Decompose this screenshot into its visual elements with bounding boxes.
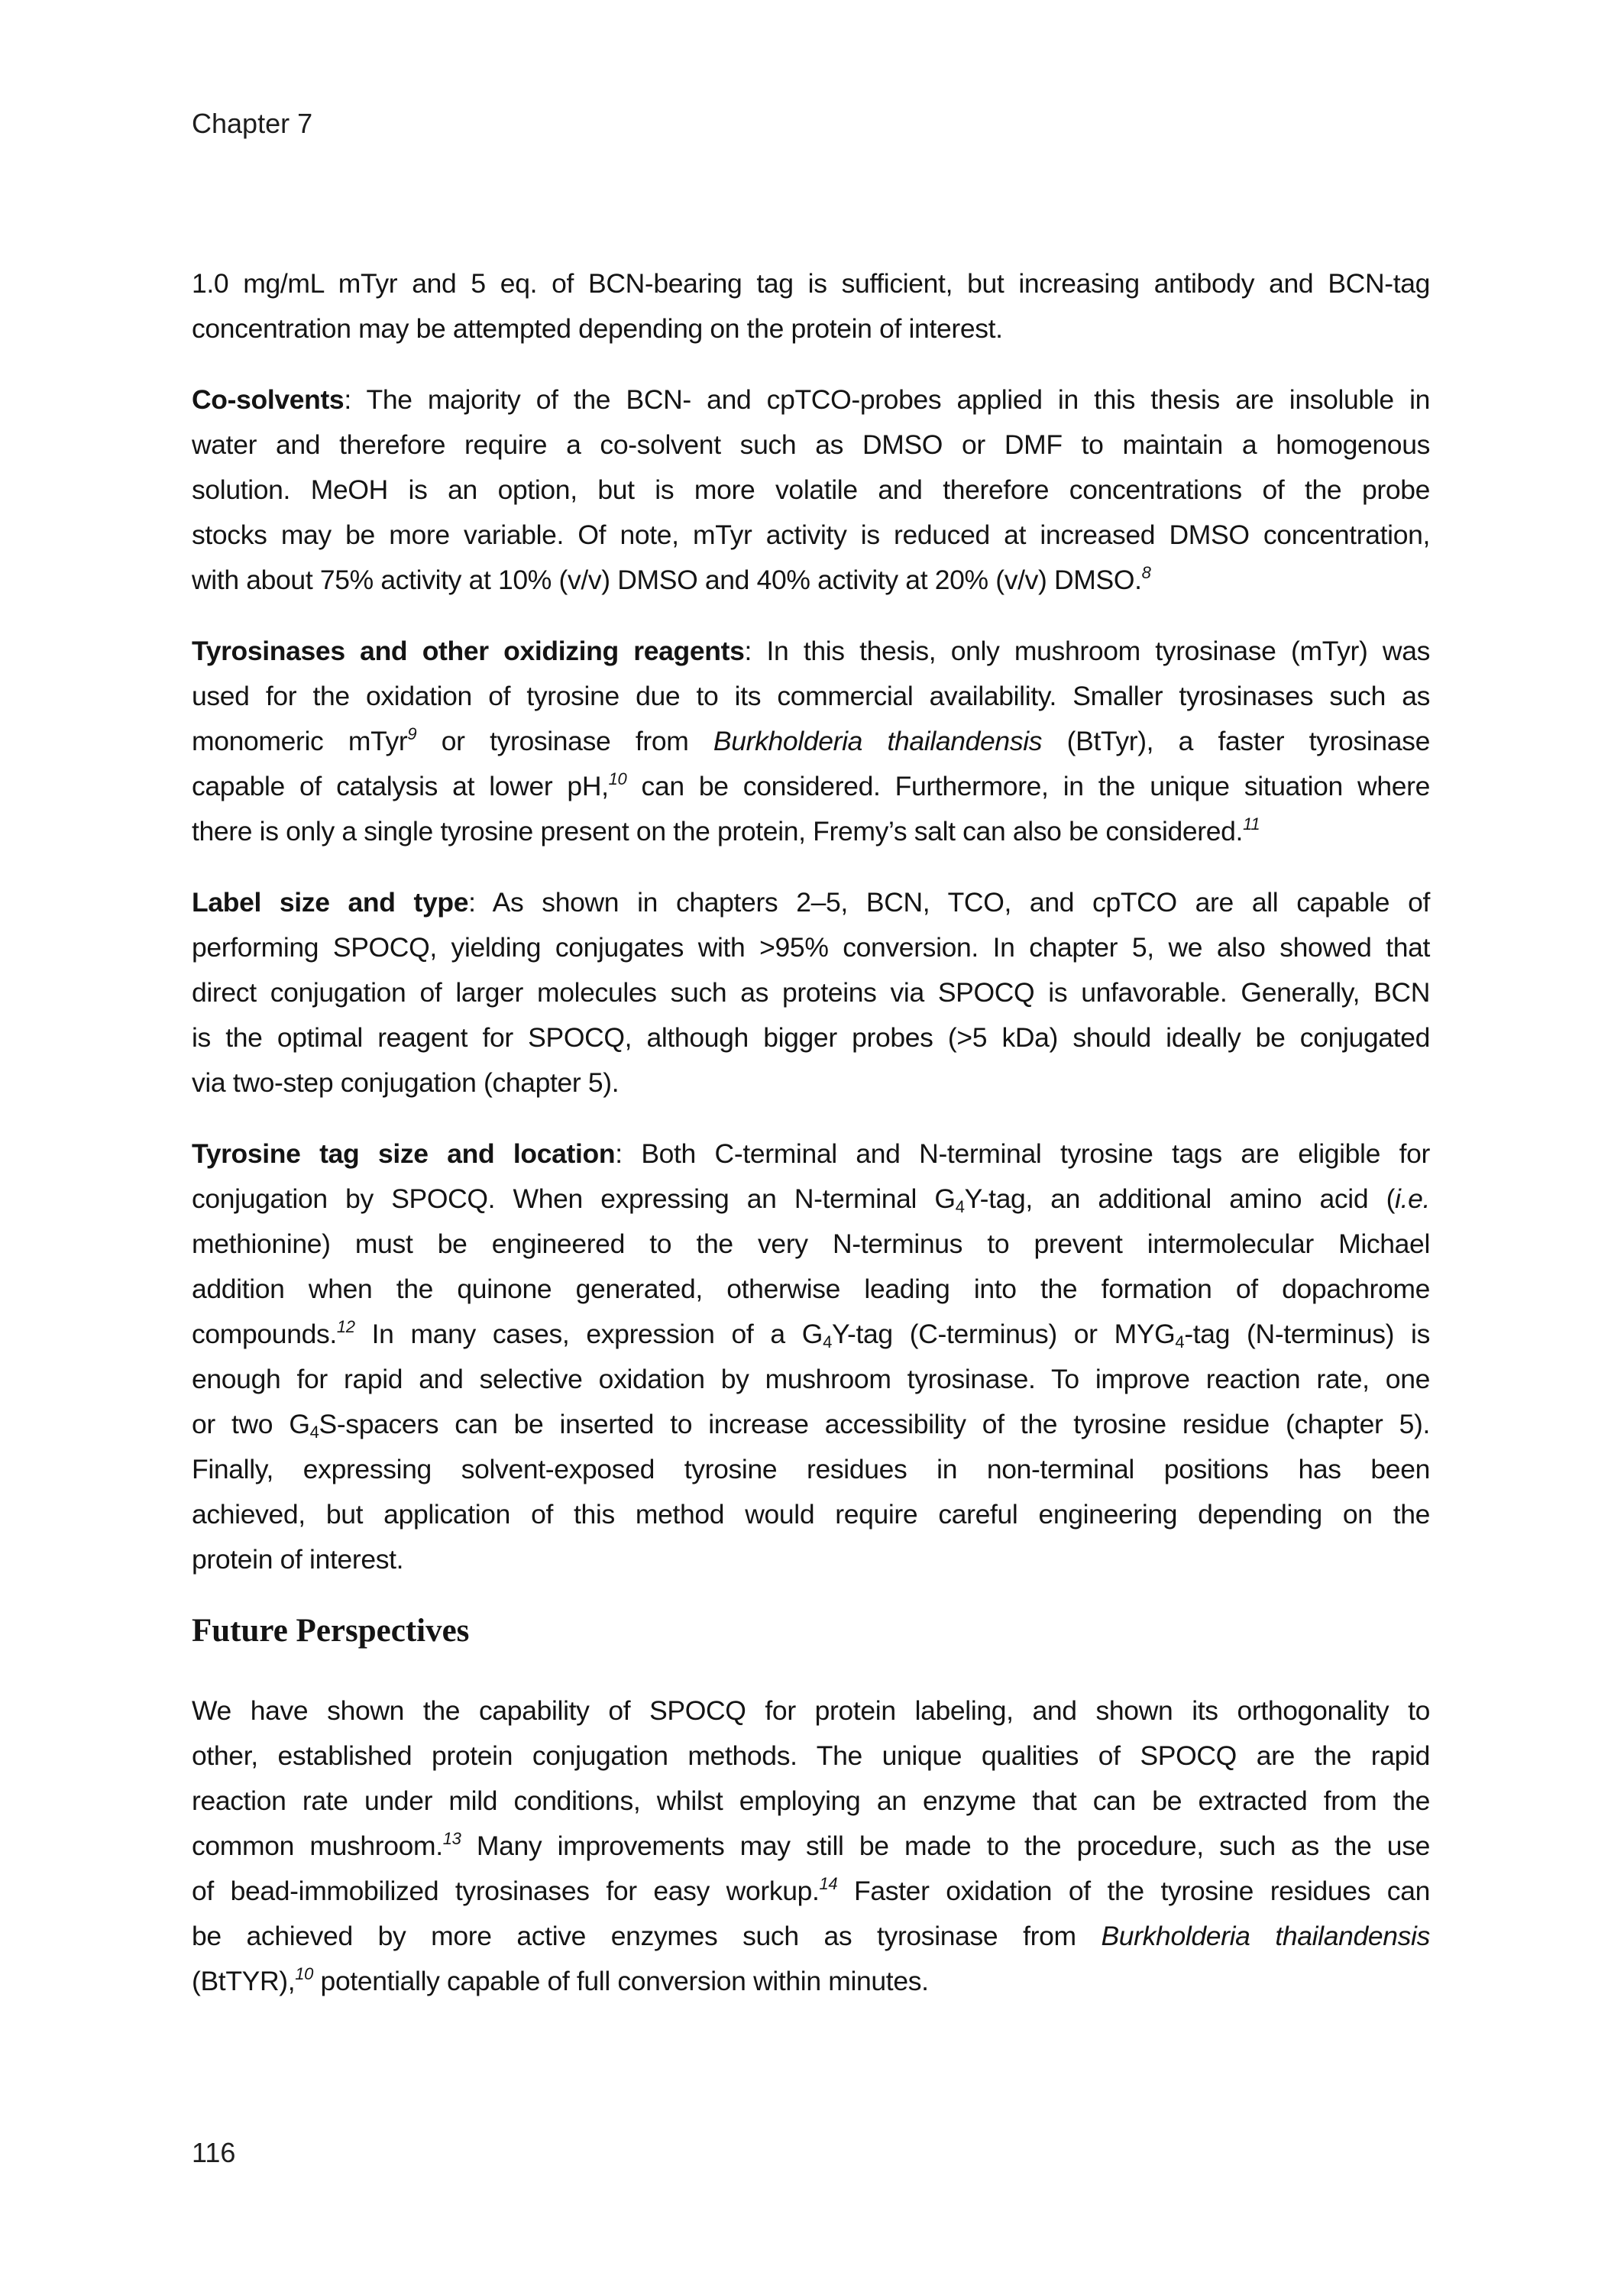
text-run: monomeric mTyr [192, 726, 408, 756]
text-line [192, 1060, 1430, 1106]
text-run: of bead-immobilized tyrosinases for easy workup. [192, 1876, 820, 1906]
text-line [192, 1357, 1430, 1402]
citation-superscript: 10 [295, 1964, 314, 1983]
text-run: Faster oxidation of the tyrosine residues can [837, 1876, 1430, 1906]
text-run: : Both C-terminal and N-terminal tyrosine tags are eligible for [615, 1138, 1430, 1169]
text-run: there is only a single tyrosine present on the protein, Fremy’s salt can also be considered. [192, 816, 1244, 847]
text-run: used for the oxidation of tyrosine due to its commercial availability. Smaller tyrosinases such as [192, 681, 1430, 711]
text-run: methionine) must be engineered to the very N-terminus to prevent intermolecular Michael [192, 1229, 1430, 1259]
paragraph-group-future [192, 1688, 1430, 2004]
text-line [192, 1914, 1430, 1959]
text-line [192, 1402, 1430, 1447]
text-line [192, 1267, 1430, 1312]
subscript: 4 [955, 1197, 965, 1216]
subscript: 4 [823, 1332, 832, 1352]
text-run: : As shown in chapters 2–5, BCN, TCO, and cpTCO are all capable of [468, 887, 1430, 918]
italic-text: Burkholderia thailandensis [713, 726, 1043, 756]
text-run: In many cases, expression of a G [354, 1319, 823, 1349]
text-line [192, 719, 1430, 764]
text-line [192, 1222, 1430, 1267]
text-run: be achieved by more active enzymes such as tyrosinase from [192, 1921, 1102, 1951]
body-column [192, 261, 1430, 2030]
paragraph-tyrosine-tag [192, 1131, 1430, 1582]
text-line [192, 1177, 1430, 1222]
text-run: solution. MeOH is an option, but is more volatile and therefore concentrations of the probe [192, 474, 1430, 505]
text-run: can be considered. Furthermore, in the unique situation where [626, 771, 1430, 801]
citation-superscript: 11 [1243, 814, 1260, 834]
paragraph-co-solvents [192, 377, 1430, 603]
text-run: capable of catalysis at lower pH, [192, 771, 609, 801]
text-run: potentially capable of full conversion within minutes. [313, 1966, 929, 1996]
text-line [192, 674, 1430, 719]
text-run: conjugation by SPOCQ. When expressing an N-terminal G [192, 1183, 956, 1214]
text-line [192, 422, 1430, 468]
text-run: : The majority of the BCN- and cpTCO-probes applied in this thesis are insoluble in [344, 384, 1430, 415]
text-run: water and therefore require a co-solvent such as DMSO or DMF to maintain a homogenous [192, 429, 1430, 460]
text-line [192, 880, 1430, 925]
citation-superscript: 9 [407, 724, 417, 743]
text-run: other, established protein conjugation methods. The unique qualities of SPOCQ are the rapid [192, 1740, 1430, 1771]
text-run: Y-tag, an additional amino acid ( [964, 1183, 1396, 1214]
text-line [192, 1959, 1430, 2004]
subscript: 4 [309, 1423, 319, 1442]
text-line [192, 513, 1430, 558]
text-run: Finally, expressing solvent-exposed tyrosine residues in non-terminal positions has been [192, 1454, 1430, 1484]
run-in-heading: Label size and type [192, 887, 469, 918]
text-run: 1.0 mg/mL mTyr and 5 eq. of BCN-bearing tag is sufficient, but increasing antibody and BCN-tag [192, 268, 1430, 299]
run-in-heading: Co-solvents [192, 384, 345, 415]
text-run: enough for rapid and selective oxidation by mushroom tyrosinase. To improve reaction rate, one [192, 1364, 1430, 1394]
citation-superscript: 12 [336, 1317, 355, 1336]
italic-text: Burkholderia thailandensis [1101, 1921, 1430, 1951]
text-line [192, 1779, 1430, 1824]
text-line [192, 1312, 1430, 1357]
run-in-heading: Tyrosine tag size and location [192, 1138, 616, 1169]
citation-superscript: 8 [1141, 563, 1151, 582]
citation-superscript: 14 [819, 1874, 838, 1893]
paragraph-future-perspectives-body [192, 1688, 1430, 2004]
text-line [192, 1447, 1430, 1492]
text-run: with about 75% activity at 10% (v/v) DMSO and 40% activity at 20% (v/v) DMSO. [192, 565, 1142, 595]
text-run: achieved, but application of this method would require careful engineering depending on the [192, 1499, 1430, 1530]
text-run: performing SPOCQ, yielding conjugates with >95% conversion. In chapter 5, we also showed that [192, 932, 1430, 963]
text-line [192, 1869, 1430, 1914]
text-line [192, 1131, 1430, 1177]
paragraph-group-main [192, 261, 1430, 1582]
text-line [192, 1824, 1430, 1869]
text-line [192, 377, 1430, 422]
text-line [192, 306, 1430, 351]
text-run: stocks may be more variable. Of note, mTyr activity is reduced at increased DMSO concentration, [192, 520, 1430, 550]
text-run: reaction rate under mild conditions, whilst employing an enzyme that can be extracted from the [192, 1785, 1430, 1816]
text-run: Y-tag (C-terminus) or MYG [831, 1319, 1176, 1349]
text-run: (BtTyr), a faster tyrosinase [1042, 726, 1430, 756]
text-line [192, 1015, 1430, 1060]
text-run: common mushroom. [192, 1831, 443, 1861]
text-run: Many improvements may still be made to the procedure, such as the use [461, 1831, 1430, 1861]
text-line [192, 1734, 1430, 1779]
text-run: compounds. [192, 1319, 337, 1349]
text-run: or two G [192, 1409, 310, 1439]
text-run: : In this thesis, only mushroom tyrosinase (mTyr) was [744, 636, 1430, 666]
citation-superscript: 10 [608, 769, 627, 788]
paragraph-tyrosinases [192, 629, 1430, 854]
paragraph-mtyr-concentration [192, 261, 1430, 351]
text-line [192, 764, 1430, 809]
text-line [192, 1537, 1430, 1582]
citation-superscript: 13 [442, 1829, 461, 1848]
run-in-heading: Tyrosinases and other oxidizing reagents [192, 636, 745, 666]
text-line [192, 261, 1430, 306]
text-run: We have shown the capability of SPOCQ for protein labeling, and shown its orthogonality to [192, 1695, 1430, 1726]
page-number: 116 [192, 2137, 236, 2168]
text-run: via two-step conjugation (chapter 5). [192, 1067, 620, 1098]
text-line [192, 925, 1430, 970]
text-line [192, 809, 1430, 854]
text-line [192, 1688, 1430, 1734]
text-run: is the optimal reagent for SPOCQ, although bigger probes (>5 kDa) should ideally be conjugated [192, 1022, 1430, 1053]
text-line [192, 970, 1430, 1015]
text-run: concentration may be attempted depending on the protein of interest. [192, 313, 1003, 344]
text-run: addition when the quinone generated, otherwise leading into the formation of dopachrome [192, 1274, 1430, 1304]
text-run: S-spacers can be inserted to increase accessibility of the tyrosine residue (chapter 5). [319, 1409, 1430, 1439]
text-run: -tag (N-terminus) is [1184, 1319, 1430, 1349]
text-run: (BtTYR), [192, 1966, 296, 1996]
text-run: protein of interest. [192, 1544, 404, 1575]
section-heading: Future Perspectives [192, 1613, 470, 1649]
text-line [192, 629, 1430, 674]
subscript: 4 [1175, 1332, 1185, 1352]
text-line [192, 468, 1430, 513]
paragraph-label-size [192, 880, 1430, 1106]
text-line [192, 558, 1430, 603]
running-head: Chapter 7 [192, 108, 313, 139]
text-run: direct conjugation of larger molecules such as proteins via SPOCQ is unfavorable. Generally, BCN [192, 977, 1430, 1008]
text-line [192, 1492, 1430, 1537]
text-run: or tyrosinase from [416, 726, 713, 756]
italic-text: i.e. [1395, 1183, 1431, 1214]
